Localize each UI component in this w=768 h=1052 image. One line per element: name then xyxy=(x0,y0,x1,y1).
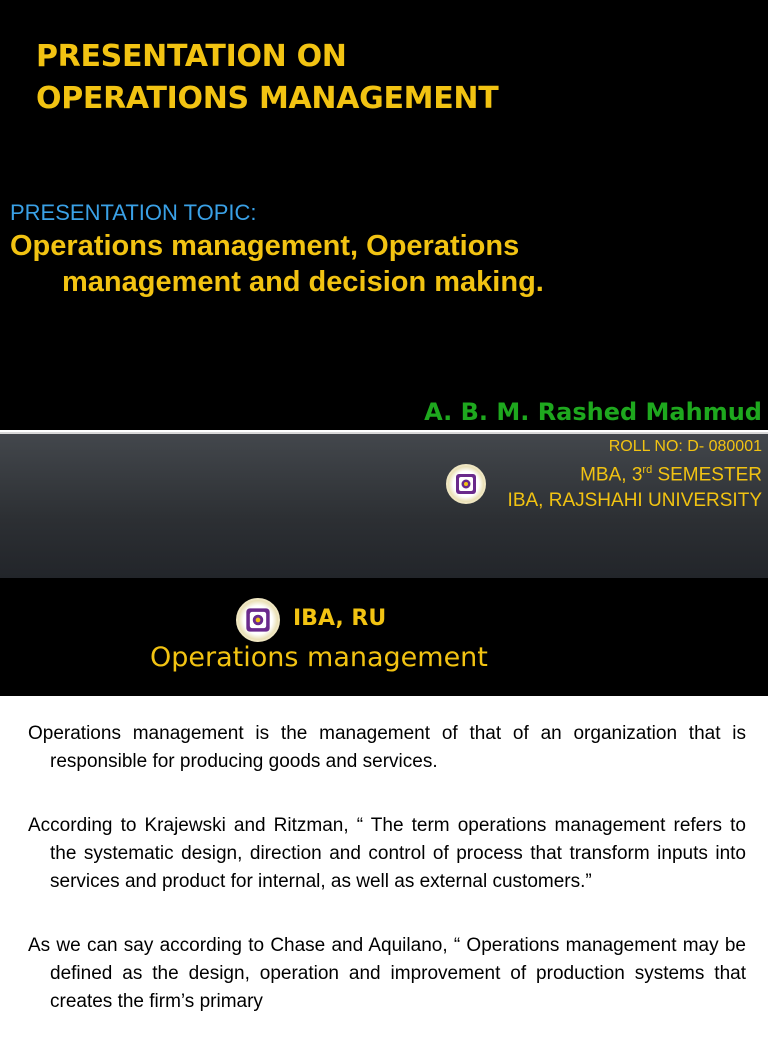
section-slide xyxy=(0,578,768,696)
semester-ordinal: rd xyxy=(642,464,653,476)
topic-line-1: Operations management, Operations xyxy=(10,230,520,262)
body-content xyxy=(28,720,746,1052)
topic-line-2: management and decision making. xyxy=(62,266,544,298)
presentation-title xyxy=(36,36,498,120)
university-seal-icon xyxy=(446,464,486,504)
semester-suffix: SEMESTER xyxy=(652,464,762,486)
title-line-1: PRESENTATION ON xyxy=(36,39,347,74)
section-title: Operations management xyxy=(150,642,488,673)
presenter-info xyxy=(508,436,762,515)
author-name: A. B. M. Rashed Mahmud xyxy=(424,398,762,426)
semester-info xyxy=(508,458,762,487)
university-seal-icon xyxy=(236,598,280,642)
title-slide xyxy=(0,0,768,430)
paragraph-definition: Operations management is the management of that of an organization that is responsible for producing goods and services. xyxy=(28,723,746,772)
title-line-2: OPERATIONS MANAGEMENT xyxy=(36,81,499,116)
semester-prefix: MBA, 3 xyxy=(580,464,643,486)
topic-label: PRESENTATION TOPIC: xyxy=(10,200,257,225)
institution-short-label: IBA, RU xyxy=(293,606,387,631)
presenter-info-band xyxy=(0,432,768,578)
topic-text xyxy=(10,228,710,300)
paragraph-chase-aquilano: As we can say according to Chase and Aquilano, “ Operations management may be defined as the design, operation and improvement of production systems that creates the firm’s primary xyxy=(28,935,746,1012)
roll-number: ROLL NO: D- 080001 xyxy=(608,438,762,455)
institution-name: IBA, RAJSHAHI UNIVERSITY xyxy=(507,490,762,512)
paragraph-krajewski-ritzman: According to Krajewski and Ritzman, “ The term operations management refers to the systematic design, direction and control of process that transform inputs into services and product for internal, as well as external customers.” xyxy=(28,815,746,892)
